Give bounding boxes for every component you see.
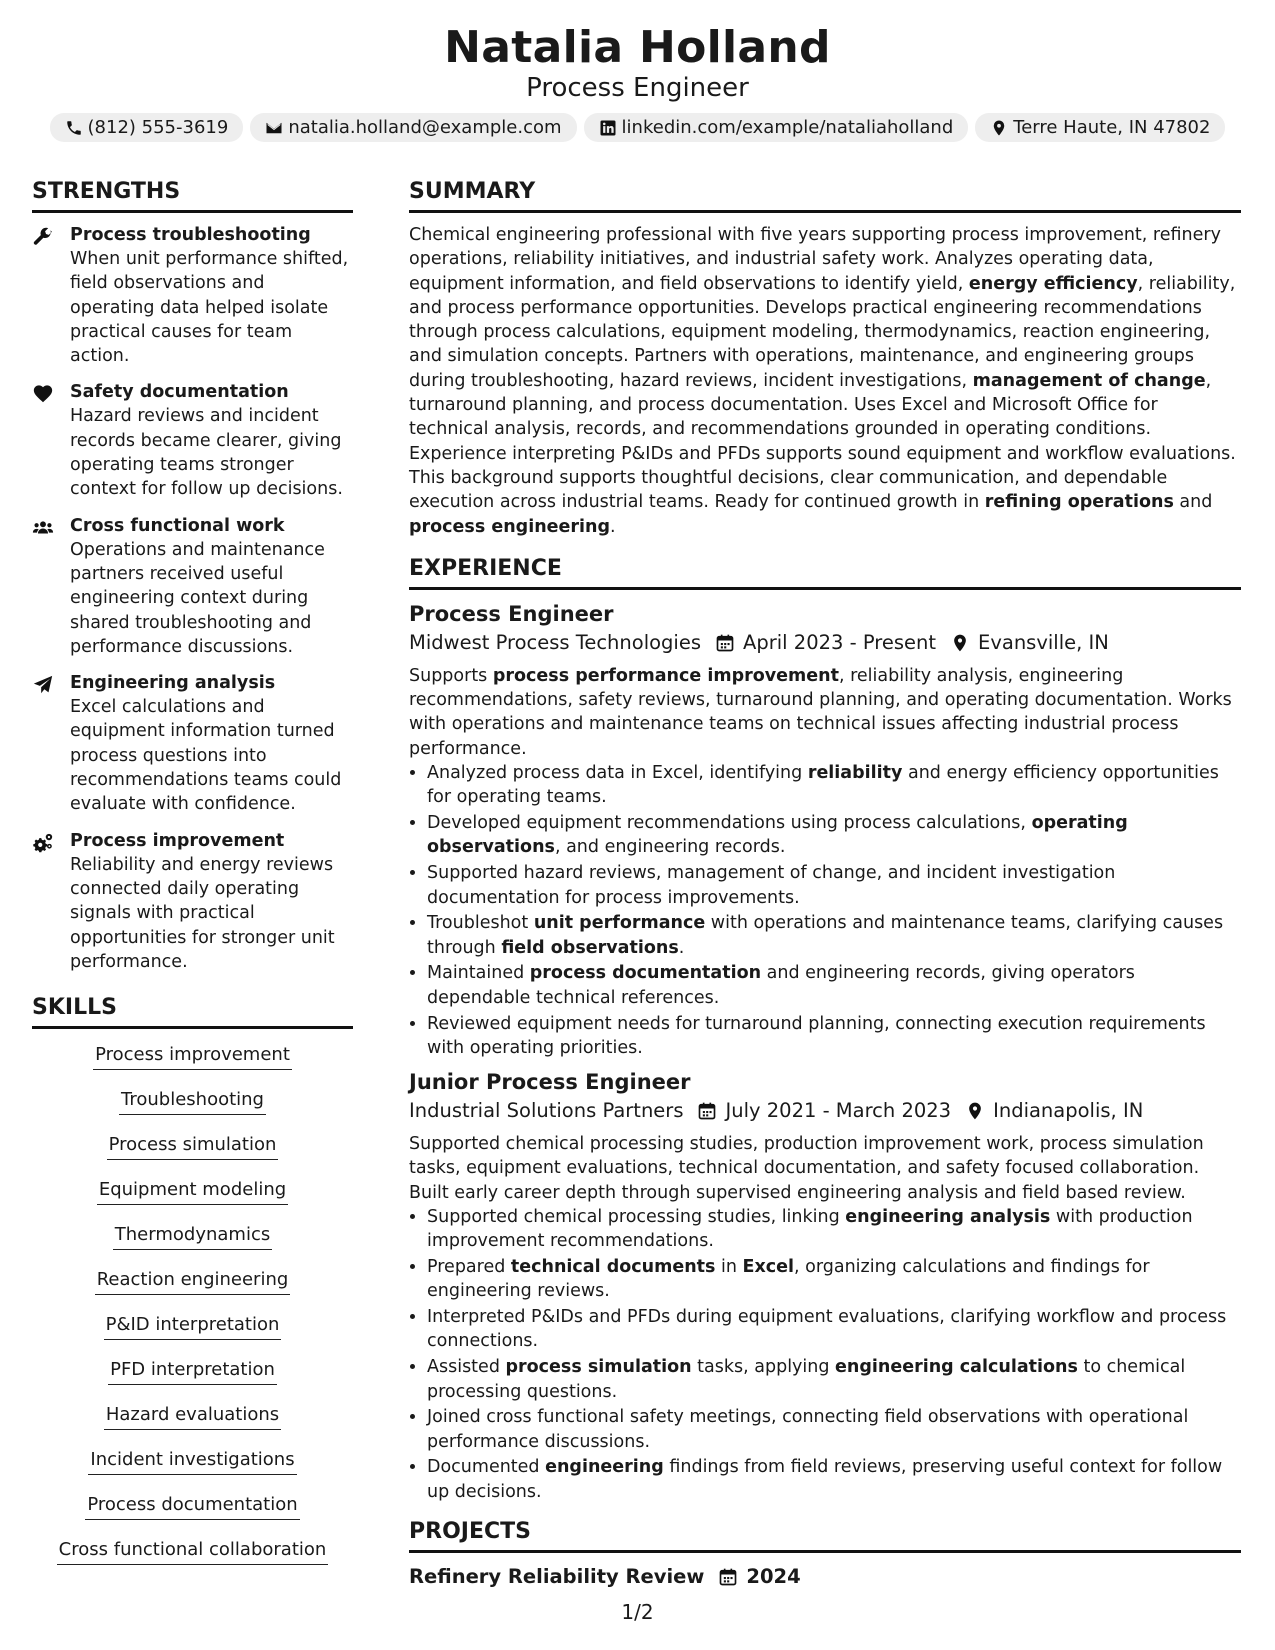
bullet-item: • Supported chemical processing studies, linking engineering analysis with production improvement recommendations. — [427, 1205, 1241, 1254]
strength-desc: Operations and maintenance partners received useful engineering context during shared troubleshooting and performance discussions. — [70, 539, 325, 657]
summary-heading: SUMMARY — [409, 176, 1241, 213]
bullet-item: • Documented engineering findings from field reviews, preserving useful context for follow up decisions. — [427, 1455, 1241, 1504]
strengths-heading: STRENGTHS — [32, 176, 353, 213]
location-pin-icon — [950, 633, 970, 653]
skill-tag: Thermodynamics — [113, 1222, 272, 1250]
skill-tag: PFD interpretation — [108, 1357, 277, 1385]
bullet-item: • Supported hazard reviews, management of change, and incident investigation documentation for process improvements. — [427, 861, 1241, 910]
role-title: Process Engineer — [526, 73, 749, 103]
bullet-item: • Analyzed process data in Excel, identifying reliability and energy efficiency opportunities for operating teams. — [427, 761, 1241, 810]
skills-heading: SKILLS — [32, 992, 353, 1029]
contact-location — [975, 113, 1225, 142]
job-dates: April 2023 - Present — [743, 630, 937, 654]
skill-tag: Hazard evaluations — [104, 1402, 281, 1430]
linkedin-text: linkedin.com/example/nataliaholland — [621, 117, 954, 138]
job-dates: July 2021 - March 2023 — [725, 1099, 952, 1123]
right-column — [409, 176, 1241, 1591]
job-company: Industrial Solutions Partners — [409, 1099, 684, 1123]
calendar-icon — [718, 1567, 738, 1587]
strength-title: Safety documentation — [70, 382, 289, 403]
calendar-icon — [697, 1101, 717, 1121]
skills-list — [32, 1039, 353, 1582]
skill-tag: Process documentation — [85, 1492, 299, 1520]
job-bullets — [409, 761, 1241, 1060]
job-title: Junior Process Engineer — [409, 1070, 691, 1095]
bullet-item: • Prepared technical documents in Excel, organizing calculations and findings for engineering reviews. — [427, 1255, 1241, 1304]
job-location: Evansville, IN — [978, 630, 1109, 654]
page-number: 1/2 — [621, 1600, 654, 1624]
skill-tag: Process simulation — [107, 1132, 279, 1160]
job-location: Indianapolis, IN — [993, 1099, 1144, 1123]
strength-item — [32, 671, 353, 816]
location-text: Terre Haute, IN 47802 — [1013, 117, 1211, 138]
bullet-item: • Reviewed equipment needs for turnaround planning, connecting execution requirements with operating priorities. — [427, 1012, 1241, 1061]
location-pin-icon — [965, 1101, 985, 1121]
contact-linkedin[interactable] — [584, 113, 969, 142]
bullet-item: • Interpreted P&IDs and PFDs during equipment evaluations, clarifying workflow and process connections. — [427, 1305, 1241, 1354]
project-entry — [409, 1563, 1241, 1591]
job-summary: Supported chemical processing studies, production improvement work, process simulation tasks, equipment evaluations, technical documentation, and safety focused collaboration. Built early career depth through supervised engineering analysis and field based review. — [409, 1134, 1204, 1203]
linkedin-icon — [599, 119, 617, 137]
strength-item — [32, 514, 353, 659]
strength-title: Cross functional work — [70, 515, 285, 536]
skill-tag: P&ID interpretation — [104, 1312, 282, 1340]
heart-icon — [32, 383, 54, 405]
email-text: natalia.holland@example.com — [288, 117, 562, 138]
job-entry — [409, 1068, 1241, 1504]
skill-tag: Reaction engineering — [95, 1267, 291, 1295]
job-meta — [409, 628, 1241, 658]
paper-plane-icon — [32, 674, 54, 696]
bullet-item: • Maintained process documentation and engineering records, giving operators dependable technical references. — [427, 961, 1241, 1010]
job-title: Process Engineer — [409, 601, 614, 626]
location-pin-icon — [990, 119, 1008, 137]
calendar-icon — [715, 633, 735, 653]
strength-desc: When unit performance shifted, field observations and operating data helped isolate practical causes for team action. — [70, 249, 349, 367]
bullet-item: • Developed equipment recommendations using process calculations, operating observations, and engineering records. — [427, 811, 1241, 860]
job-summary: Supports process performance improvement, reliability analysis, engineering recommendations, safety reviews, turnaround planning, and operating documentation. Works with operations and maintenance teams on technical issues affecting industrial process performance. — [409, 665, 1232, 759]
phone-text: (812) 555-3619 — [87, 117, 229, 138]
envelope-icon — [265, 119, 283, 137]
project-date: 2024 — [746, 1565, 801, 1589]
job-meta — [409, 1096, 1241, 1126]
strength-title: Engineering analysis — [70, 673, 276, 694]
strength-title: Process troubleshooting — [70, 225, 311, 245]
strength-item — [32, 380, 353, 501]
job-bullets — [409, 1205, 1241, 1504]
strength-desc: Reliability and energy reviews connected daily operating signals with practical opportunities for stronger unit performance. — [70, 854, 335, 972]
job-entry — [409, 600, 1241, 1060]
job-company: Midwest Process Technologies — [409, 630, 702, 654]
project-title: Refinery Reliability Review — [409, 1565, 705, 1589]
name: Natalia Holland — [444, 22, 831, 73]
contact-email[interactable] — [250, 113, 576, 142]
skill-tag: Cross functional collaboration — [57, 1537, 329, 1565]
experience-heading: EXPERIENCE — [409, 553, 1241, 590]
bullet-item: • Troubleshot unit performance with operations and maintenance teams, clarifying causes through field observations. — [427, 911, 1241, 960]
skill-tag: Process improvement — [93, 1042, 292, 1070]
projects-heading: PROJECTS — [409, 1516, 1241, 1553]
gears-icon — [32, 832, 54, 854]
bullet-item: • Joined cross functional safety meetings, connecting field observations with operational performance discussions. — [427, 1405, 1241, 1454]
skill-tag: Troubleshooting — [119, 1087, 266, 1115]
phone-icon — [65, 119, 83, 137]
strength-desc: Hazard reviews and incident records became clearer, giving operating teams stronger context for follow up decisions. — [70, 406, 343, 500]
summary-text: Chemical engineering professional with five years supporting process improvement, refinery operations, reliability initiatives, and industrial safety work. Analyzes operating data, equipment information, and field observations to identify yield, energy efficiency, reliability, and process performance opportunities. Develops practical engineering recommendations through process calculations, equipment modeling, thermodynamics, reaction engineering, and simulation concepts. Partners with operations, maintenance, and engineering groups during troubleshooting, hazard reviews, incident investigations, management of change, turnaround planning, and process documentation. Uses Excel and Microsoft Office for technical analysis, records, and recommendations grounded in operating conditions. Experience interpreting P&IDs and PFDs supports sound equipment and workflow evaluations. This background supports thoughtful decisions, clear communication, and dependable execution across industrial teams. Ready for continued growth in refining operations and process engineering. — [409, 225, 1236, 537]
contact-phone[interactable] — [50, 113, 244, 142]
strength-title: Process improvement — [70, 830, 285, 851]
left-column — [32, 176, 353, 1582]
strength-desc: Excel calculations and equipment information turned process questions into recommendations teams could evaluate with confidence. — [70, 697, 342, 815]
strength-item — [32, 829, 353, 974]
skill-tag: Incident investigations — [88, 1447, 296, 1475]
wrench-icon — [32, 226, 54, 248]
contact-bar — [0, 113, 1275, 142]
skill-tag: Equipment modeling — [97, 1177, 288, 1205]
users-icon — [32, 517, 54, 539]
bullet-item: • Assisted process simulation tasks, applying engineering calculations to chemical processing questions. — [427, 1355, 1241, 1404]
strength-item — [32, 223, 353, 368]
